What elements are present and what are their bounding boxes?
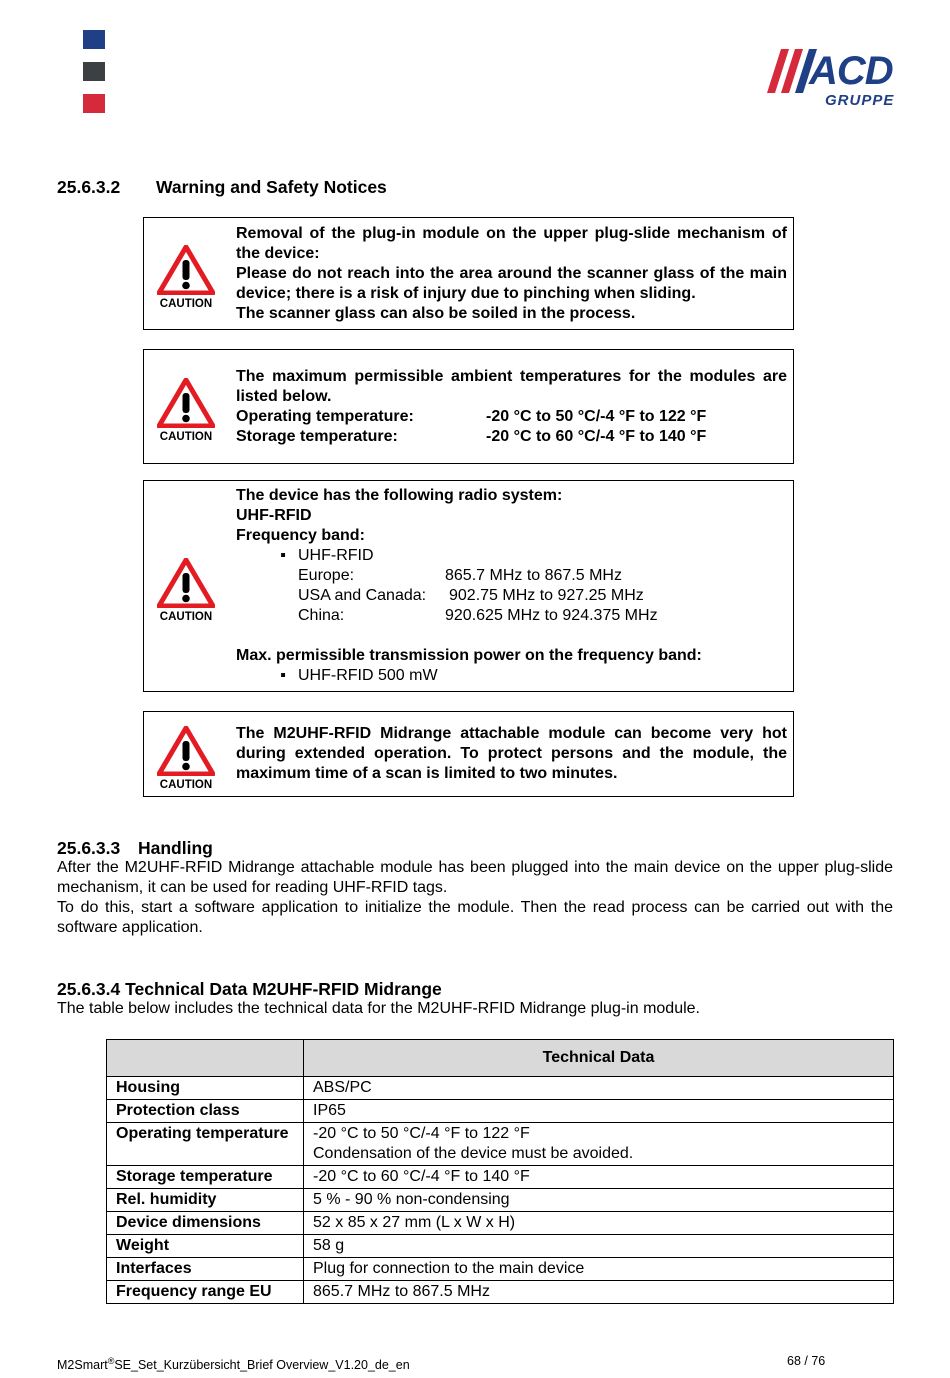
caution-line: Please do not reach into the area around the scanner glass of the main device; there is a risk of injury due to pinching when sliding. (236, 265, 787, 302)
temp-row-storage (236, 427, 787, 447)
table-cell-label: Device dimensions (107, 1212, 304, 1235)
table-cell-label: Interfaces (107, 1258, 304, 1281)
technical-data-table (106, 1039, 894, 1304)
radio-line: UHF-RFID (236, 507, 312, 524)
bullet-square-icon: ▪ (280, 547, 286, 564)
caution-line: Removal of the plug-in module on the upper plug-slide mechanism of the device: (236, 225, 787, 262)
caution-icon-wrap (156, 378, 216, 444)
section-heading-tech: 25.6.3.4 Technical Data M2UHF-RFID Midrange (57, 979, 442, 999)
table-cell-value: 5 % - 90 % non-condensing (304, 1189, 894, 1212)
tech-intro: The table below includes the technical data for the M2UHF-RFID Midrange plug-in module. (57, 1000, 700, 1017)
section-title: Warning and Safety Notices (156, 177, 387, 197)
temp-value: -20 °C to 50 °C/-4 °F to 122 °F (486, 408, 707, 425)
handling-paragraph-2: To do this, start a software application to initialize the module. Then the read process can be carried out with the software application. (57, 899, 893, 936)
footer-doc-suffix: SE_Set_Kurzübersicht_Brief Overview_V1.20_de_en (114, 1358, 410, 1373)
section-number: 25.6.3.3 (57, 838, 121, 858)
band-range: 865.7 MHz to 867.5 MHz (445, 567, 622, 584)
section-heading-handling (57, 838, 213, 858)
temp-key: Storage temperature: (236, 428, 398, 445)
temp-value: -20 °C to 60 °C/-4 °F to 140 °F (486, 428, 707, 445)
caution-text-heat: The M2UHF-RFID Midrange attachable module can become very hot during extended operation. To protect persons and the module, the maximum time of a scan is limited to two minutes. (236, 725, 787, 782)
table-row (107, 1077, 894, 1100)
footer-registered-mark: ® (107, 1356, 115, 1366)
caution-box-temperature (143, 349, 794, 464)
table-cell-label: Protection class (107, 1100, 304, 1123)
caution-box-removal (143, 217, 794, 330)
caution-text-removal (236, 224, 787, 324)
caution-label: CAUTION (159, 779, 213, 791)
bullet-text: UHF-RFID 500 mW (298, 667, 438, 684)
caution-label: CAUTION (159, 611, 213, 623)
band-row (236, 566, 787, 586)
table-cell-value: Plug for connection to the main device (304, 1258, 894, 1281)
table-cell-label: Weight (107, 1235, 304, 1258)
band-row (236, 606, 787, 626)
logo-text-gruppe: GRUPPE (825, 92, 895, 109)
warning-triangle-icon (157, 558, 215, 608)
warning-triangle-icon (157, 726, 215, 776)
table-row (107, 1258, 894, 1281)
caution-text-radio (236, 486, 787, 686)
footer-document-name (57, 1354, 410, 1372)
warning-triangle-icon (157, 378, 215, 428)
radio-line: Frequency band: (236, 527, 365, 544)
logo-text-acd: ACD (809, 49, 893, 93)
header-square-red (83, 94, 105, 113)
bullet-item (236, 546, 787, 566)
table-row (107, 1212, 894, 1235)
table-cell-line: -20 °C to 50 °C/-4 °F to 122 °F (313, 1125, 530, 1142)
handling-paragraph-1: After the M2UHF-RFID Midrange attachable module has been plugged into the main device on the upper plug-slide mechanism, it can be used for reading UHF-RFID tags. (57, 859, 893, 896)
table-cell-value: -20 °C to 60 °C/-4 °F to 140 °F (304, 1166, 894, 1189)
table-header-row (107, 1040, 894, 1077)
table-cell-value: ABS/PC (304, 1077, 894, 1100)
caution-icon-wrap (156, 726, 216, 792)
table-header-empty (107, 1040, 304, 1077)
section-heading-warning (57, 177, 387, 197)
table-row (107, 1100, 894, 1123)
table-row (107, 1281, 894, 1304)
table-row (107, 1166, 894, 1189)
table-row (107, 1189, 894, 1212)
table-cell-label: Housing (107, 1077, 304, 1100)
bullet-item (236, 666, 787, 686)
band-region: Europe: (298, 567, 355, 584)
section-title: Handling (138, 838, 213, 858)
band-region: USA and Canada: (298, 587, 427, 604)
caution-box-heat (143, 711, 794, 797)
acd-gruppe-logo (765, 47, 920, 115)
table-cell-label: Operating temperature (107, 1123, 304, 1166)
warning-triangle-icon (157, 245, 215, 295)
table-cell-value: 58 g (304, 1235, 894, 1258)
temp-key: Operating temperature: (236, 408, 414, 425)
table-cell-value: 52 x 85 x 27 mm (L x W x H) (304, 1212, 894, 1235)
band-region: China: (298, 607, 345, 624)
table-header-technical-data: Technical Data (304, 1040, 894, 1077)
caution-text-temperature (236, 367, 787, 447)
table-cell-label: Rel. humidity (107, 1189, 304, 1212)
band-range: 902.75 MHz to 927.25 MHz (449, 587, 644, 604)
table-cell-label: Storage temperature (107, 1166, 304, 1189)
table-row (107, 1235, 894, 1258)
section-number: 25.6.3.2 (57, 177, 121, 197)
table-row (107, 1123, 894, 1166)
table-cell-label: Frequency range EU (107, 1281, 304, 1304)
caution-label: CAUTION (159, 298, 213, 310)
footer-doc-prefix: M2Smart (57, 1358, 108, 1373)
table-cell-value: IP65 (304, 1100, 894, 1123)
bullet-mark-wrap (236, 666, 298, 686)
footer-page-number: 68 / 76 (787, 1354, 826, 1368)
header-square-blue (83, 30, 105, 49)
caution-box-radio (143, 480, 794, 692)
band-row (236, 586, 787, 606)
bullet-mark-wrap (236, 546, 298, 566)
table-cell-value (304, 1123, 894, 1166)
caution-label: CAUTION (159, 431, 213, 443)
caution-icon-wrap (156, 558, 216, 624)
caution-line: The scanner glass can also be soiled in the process. (236, 305, 636, 322)
caution-intro: The maximum permissible ambient temperatures for the modules are listed below. (236, 368, 787, 405)
bullet-text: UHF-RFID (298, 547, 374, 564)
table-cell-value: 865.7 MHz to 867.5 MHz (304, 1281, 894, 1304)
band-range: 920.625 MHz to 924.375 MHz (445, 607, 658, 624)
power-heading: Max. permissible transmission power on the frequency band: (236, 647, 702, 664)
caution-icon-wrap (156, 245, 216, 311)
temp-row-operating (236, 407, 787, 427)
header-square-grey (83, 62, 105, 81)
table-cell-line: Condensation of the device must be avoided. (313, 1145, 634, 1162)
bullet-square-icon: ▪ (280, 667, 286, 684)
radio-line: The device has the following radio system: (236, 487, 563, 504)
